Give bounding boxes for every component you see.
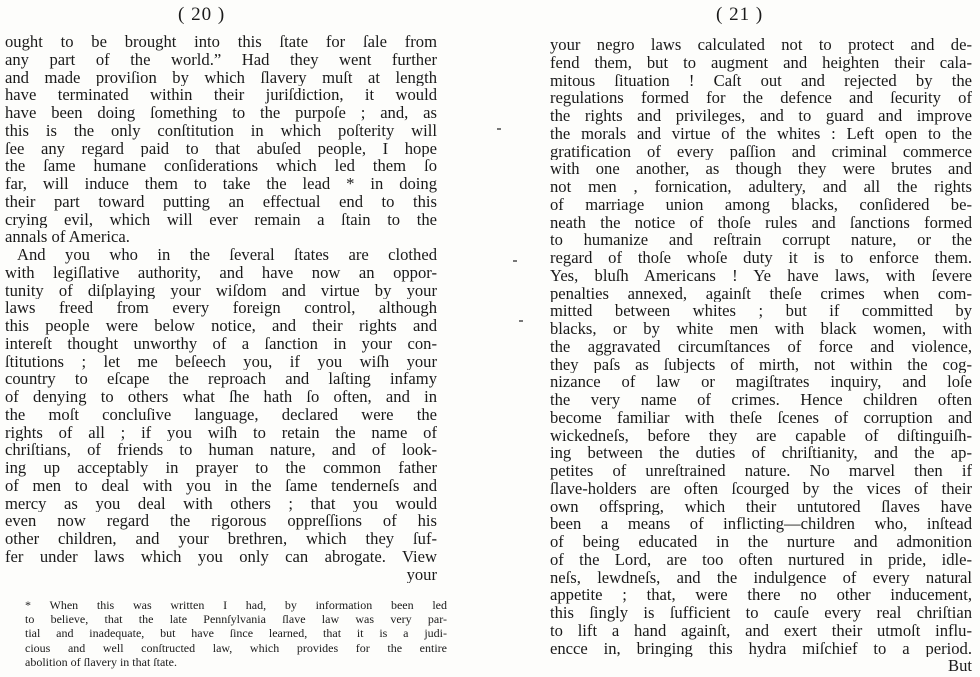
text-line: wickedneſs, before they are capable of diſtinguiſh- [550, 426, 972, 445]
footnote-line: abolition of ſlavery in that ſtate. [25, 654, 177, 669]
page-number: ( 21 ) [716, 4, 764, 25]
text-line: of denying to others what ſhe hath ſo often, and in [5, 388, 437, 406]
text-line: of being educated in the nurture and admonition [550, 533, 972, 551]
catchword: your [406, 565, 437, 584]
text-line: they paſs as ſubjects of mirth, not within the cog- [550, 355, 972, 374]
text-line: been a means of inflicting—children who, inſtead [550, 515, 972, 533]
footnote [25, 598, 447, 669]
text-line: your negro laws calculated not to protect and de- [550, 36, 972, 54]
text-line: have terminated within their juriſdiction, it would [5, 86, 437, 104]
text-line: country to eſcape the reproach and laſting infamy [5, 370, 437, 388]
text-line: with legiſlative authority, and have now an oppor- [5, 263, 437, 282]
text-line: with one another, as though they were brutes and [550, 160, 972, 178]
text-line: of the Lord, are too often nurtured in pride, idle- [550, 550, 972, 569]
text-line: tunity of diſplaying your wiſdom and virtue by your [5, 281, 437, 300]
text-line: this people were below notice, and their rights and [5, 317, 437, 335]
text-line: blacks, or by white men with black women, with [550, 320, 972, 338]
text-line: own offspring, which their untutored ſlaves have [550, 497, 972, 516]
text-line: appetite ; that, were there no other inducement, [550, 586, 972, 604]
footnote-line: to believe, that the late Pennſylvania ſlave law was very par- [25, 612, 447, 627]
footnote-line: tial and inadequate, but have ſince learned, that it is a judi- [25, 626, 447, 641]
text-line: the morals and virtue of the whites : Left open to the [550, 124, 972, 143]
text-line: neſs, lewdneſs, and the indulgence of every natural [550, 568, 972, 587]
text-line: to lift a hand againſt, and exert their utmoſt influ- [550, 621, 972, 640]
text-line: ing between the duties of chriſtianity, and the ap- [550, 444, 972, 462]
text-line: the ſame humane conſiderations which led them ſo [5, 157, 437, 175]
text-line: have been doing ſomething to the purpoſe ; and, as [5, 104, 437, 122]
text-line: rights of all ; if you wiſh to retain the name of [5, 423, 437, 442]
text-line: ought to be brought into this ſtate for ſale from [5, 33, 437, 51]
text-line: even now regard the rigorous oppreſſions of his [5, 512, 437, 530]
text-line: chriſtians, of friends to human nature, and of look- [5, 441, 437, 459]
text-line: petites of unreſtrained nature. No marvel then if [550, 462, 972, 480]
text-line: become familiar with theſe ſcenes of corruption and [550, 408, 972, 427]
text-line: and made proviſion by which ſlavery muſt at length [5, 68, 437, 87]
text-line: mitous ſituation ! Caſt out and rejected by the [550, 71, 972, 90]
text-line: the very name of crimes. Hence children often [550, 391, 972, 409]
text-line: nizance of law or magiſtrates inquiry, and loſe [550, 373, 972, 391]
catchword: But [948, 657, 972, 675]
left-body-text [5, 33, 437, 583]
text-line: this ſingly is ſufficient to cauſe every real chriſtian [550, 604, 972, 622]
text-line: intereſt thought unworthy of a ſanction in your con- [5, 334, 437, 353]
footnote-line: cious and well conſtructed law, which provides for the entire [25, 640, 447, 655]
text-line: any part of the world.” Had they went further [5, 50, 437, 69]
text-line: far, will induce them to take the lead * in doing [5, 175, 437, 193]
text-line: fer under laws which you only can abrogate. View [5, 547, 437, 566]
text-line: this is the only conſtitution in which poſterity will [5, 121, 437, 140]
text-line: the rights and privileges, and to guard and improve [550, 107, 972, 125]
right-body-text [550, 36, 972, 675]
text-line: not men , fornication, adultery, and all the rights [550, 178, 972, 196]
text-line: other children, and your brethren, which they ſuf- [5, 530, 437, 548]
text-line: ſee any regard paid to that abuſed people, I hope [5, 139, 437, 158]
text-line: penalties annexed, againſt theſe crimes when com- [550, 284, 972, 303]
text-line: crying evil, which will ever remain a ſtain to the [5, 210, 437, 229]
text-line: ſtitutions ; let me beſeech you, if you wiſh your [5, 352, 437, 371]
text-line: the aggravated circumſtances of force and violence, [550, 337, 972, 356]
text-line: fend them, but to augment and heighten their cala- [550, 53, 972, 72]
footnote-line: * When this was written I had, by information been led [25, 598, 447, 612]
text-line: regard of thoſe whoſe duty it is to enforce them. [550, 249, 972, 267]
text-line: mitted between whites ; but if committed by [550, 302, 972, 320]
text-line: laws freed from every foreign control, although [5, 299, 437, 317]
text-line: ing up acceptably in prayer to the common father [5, 459, 437, 477]
text-line: their part toward putting an effectual end to this [5, 192, 437, 211]
page-number: ( 20 ) [178, 4, 226, 25]
text-line: neath the notice of thoſe rules and ſanctions formed [550, 213, 972, 232]
text-line: of marriage union among blacks, conſidered be- [550, 195, 972, 214]
text-line: regulations formed for the defence and ſecurity of [550, 89, 972, 107]
text-line: And you who in the ſeveral ſtates are clothed [17, 246, 437, 264]
text-line: encce in, bringing this hydra miſchief to a period. [550, 639, 972, 658]
text-line: ſlave-holders are often ſcourged by the vices of their [550, 479, 972, 498]
text-line: mercy as you deal with others ; that you would [5, 494, 437, 513]
text-line: of men to deal with you in the ſame tenderneſs and [5, 476, 437, 495]
text-line: the moſt concluſive language, declared were the [5, 405, 437, 424]
text-line: annals of America. [5, 228, 130, 246]
text-line: Yes, bluſh Americans ! Ye have laws, with ſevere [550, 266, 972, 285]
text-line: gratification of every paſſion and criminal commerce [550, 142, 972, 161]
text-line: to humanize and reſtrain corrupt nature, or the [550, 231, 972, 249]
